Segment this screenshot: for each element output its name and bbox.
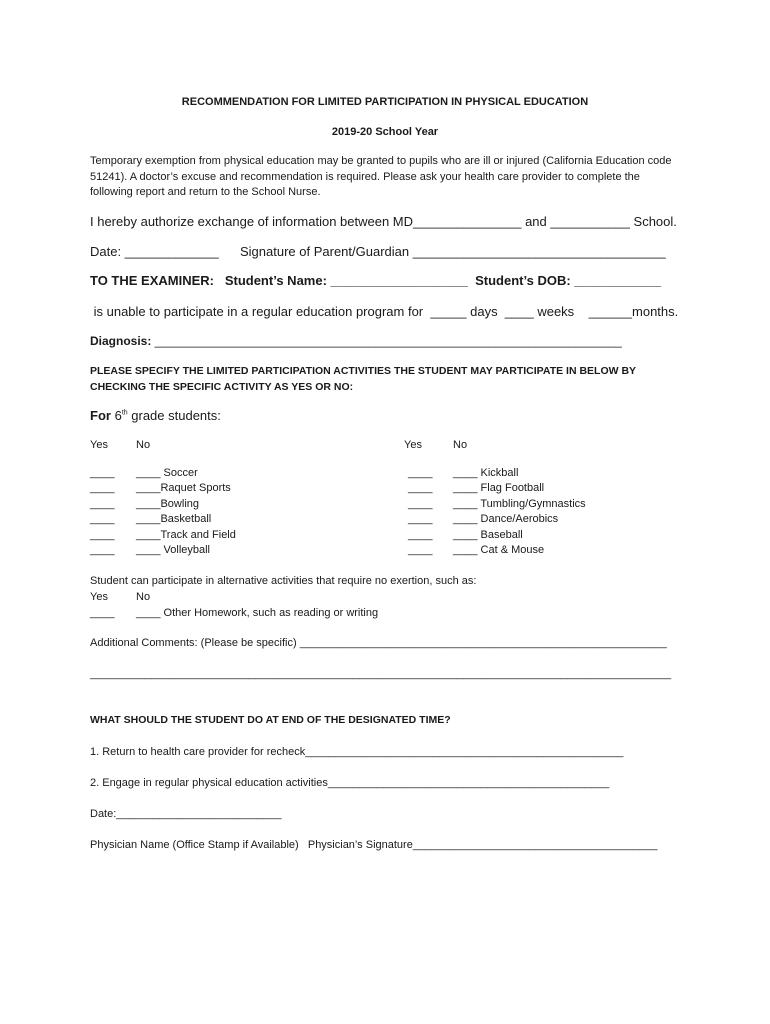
activity-other-homework[interactable]: ____ Other Homework, such as reading or writing xyxy=(136,607,379,619)
examiner-line: TO THE EXAMINER: Student’s Name: ___________________ Student’s DOB: ____________ xyxy=(90,273,662,288)
form-title: RECOMMENDATION FOR LIMITED PARTICIPATION IN PHYSICAL EDUCATION xyxy=(181,96,589,108)
left-yes-blank[interactable]: ____ xyxy=(90,498,115,510)
end-question: WHAT SHOULD THE STUDENT DO AT END OF THE DESIGNATED TIME? xyxy=(90,714,451,726)
alternative-yes-header: Yes xyxy=(90,591,108,603)
right-yes-blank[interactable]: ____ xyxy=(408,498,433,510)
physician-line[interactable]: Physician Name (Office Stamp if Available) Physician’s Signature________________________________________ xyxy=(90,839,658,851)
grade-for: For xyxy=(90,408,111,423)
left-yes-header: Yes xyxy=(90,439,108,451)
right-yes-blank[interactable]: ____ xyxy=(408,467,433,479)
grade-heading xyxy=(90,408,221,424)
activity-bowling[interactable]: ____Bowling xyxy=(136,498,199,510)
activity-soccer[interactable]: ____ Soccer xyxy=(136,467,198,479)
intro-paragraph: Temporary exemption from physical education may be granted to pupils who are ill or injured (California Education code 51241). A doctor’s excuse and recommendation is required. Please ask your health care provider to complete the following report and return to the School Nurse. xyxy=(90,155,672,198)
activity-track-and-field[interactable]: ____Track and Field xyxy=(136,529,236,541)
alternative-no-header: No xyxy=(136,591,151,603)
alternative-text: Student can participate in alternative activities that require no exertion, such as: xyxy=(90,575,477,587)
diagnosis-blank: ______________________________________________________________________ xyxy=(151,334,622,348)
activity-volleyball[interactable]: ____ Volleyball xyxy=(136,544,211,556)
left-yes-blank[interactable]: ____ xyxy=(90,482,115,494)
diagnosis-label: Diagnosis: xyxy=(90,334,152,348)
activity-raquet-sports[interactable]: ____Raquet Sports xyxy=(136,482,231,494)
grade-suffix: th xyxy=(121,409,128,417)
activity-basketball[interactable]: ____Basketball xyxy=(136,513,212,525)
activity-flag-football[interactable]: ____ Flag Football xyxy=(453,482,545,494)
right-yes-header: Yes xyxy=(404,439,422,451)
activity-tumbling-gymnastics[interactable]: ____ Tumbling/Gymnastics xyxy=(453,498,586,510)
left-yes-blank[interactable]: ____ xyxy=(90,467,115,479)
parent-signature-line: Signature of Parent/Guardian ___________________________________ xyxy=(240,244,666,259)
activity-cat-and-mouse[interactable]: ____ Cat & Mouse xyxy=(453,544,545,556)
activity-baseball[interactable]: ____ Baseball xyxy=(453,529,523,541)
school-year: 2019-20 School Year xyxy=(331,126,439,138)
activity-dance-aerobics[interactable]: ____ Dance/Aerobics xyxy=(453,513,559,525)
additional-comments-line[interactable]: Additional Comments: (Please be specific) ____________________________________________________________ xyxy=(90,637,667,649)
option-regular-pe[interactable]: 2. Engage in regular physical education activities______________________________________________ xyxy=(90,777,610,789)
right-no-header: No xyxy=(453,439,468,451)
left-yes-blank[interactable]: ____ xyxy=(90,529,115,541)
date-line: Date: _____________ xyxy=(90,244,219,259)
left-yes-blank[interactable]: ____ xyxy=(90,513,115,525)
grade-number: 6 xyxy=(114,408,122,423)
authorize-line: I hereby authorize exchange of information between MD_______________ and ___________ School. xyxy=(90,214,677,229)
date-field[interactable]: Date:___________________________ xyxy=(90,808,282,820)
unable-line: is unable to participate in a regular education program for _____ days ____ weeks ______months. xyxy=(90,304,679,319)
right-yes-blank[interactable]: ____ xyxy=(408,529,433,541)
activity-kickball[interactable]: ____ Kickball xyxy=(453,467,519,479)
right-yes-blank[interactable]: ____ xyxy=(408,544,433,556)
right-yes-blank[interactable]: ____ xyxy=(408,513,433,525)
additional-comments-line-2[interactable]: _______________________________________________________________________________________________ xyxy=(90,668,672,680)
left-yes-blank[interactable]: ____ xyxy=(90,544,115,556)
alternative-yes-blank[interactable]: ____ xyxy=(90,607,115,619)
option-recheck[interactable]: 1. Return to health care provider for recheck____________________________________________________ xyxy=(90,746,624,758)
right-yes-blank[interactable]: ____ xyxy=(408,482,433,494)
specify-instructions: PLEASE SPECIFY THE LIMITED PARTICIPATION ACTIVITIES THE STUDENT MAY PARTICIPATE IN BELOW BY CHECKING THE SPECIFIC ACTIVITY AS YES OR NO: xyxy=(90,365,636,393)
left-no-header: No xyxy=(136,439,151,451)
diagnosis-line xyxy=(90,334,622,348)
grade-rest: grade students: xyxy=(127,408,221,423)
